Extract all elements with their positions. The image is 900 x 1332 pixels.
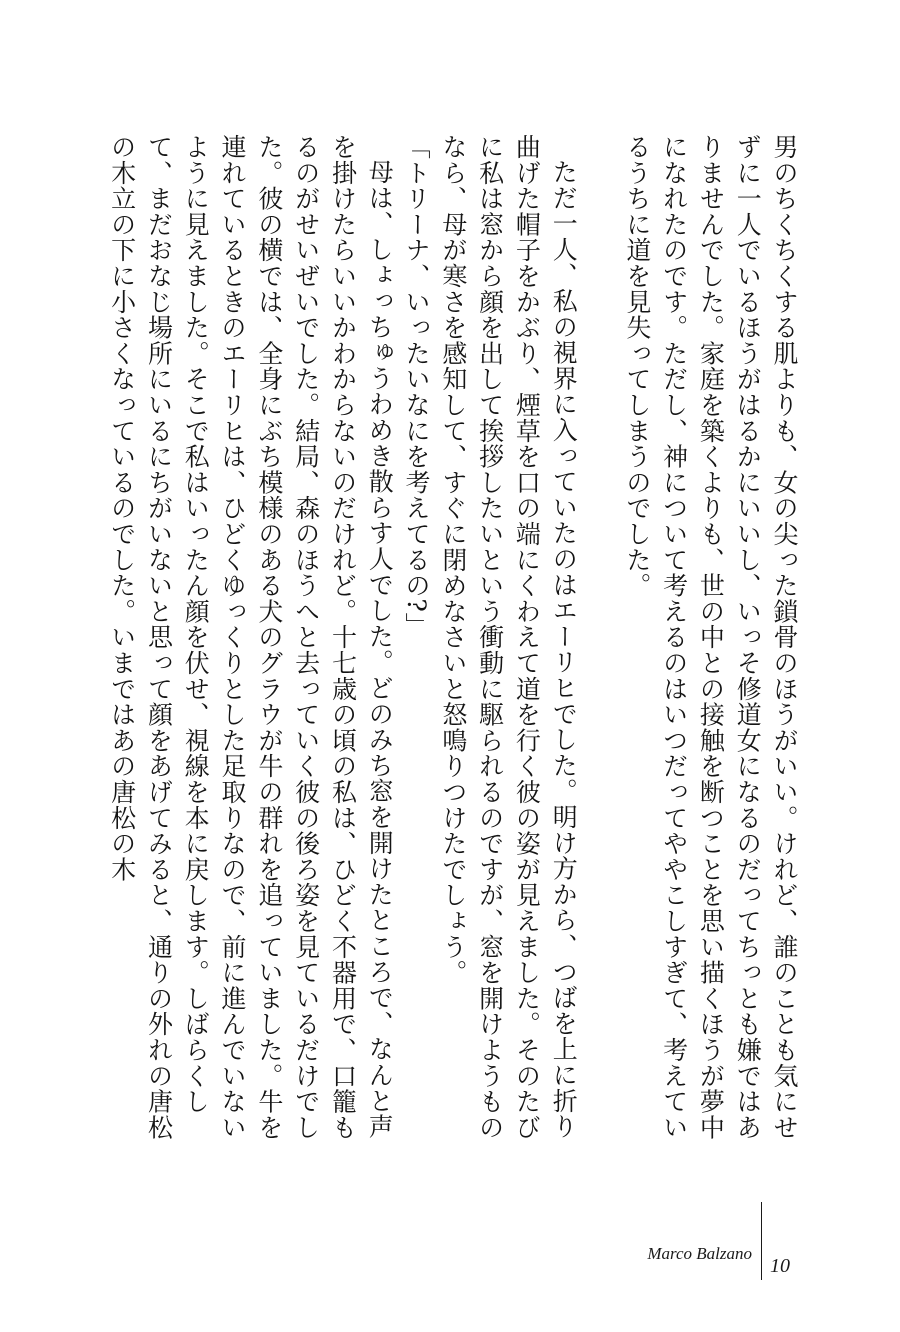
dialogue-quote: 「トリーナ、いったいなにを考えてるの?」 [402, 134, 432, 639]
paragraph-1: 男のちくちくする肌よりも、女の尖った鎖骨のほうがいい。けれど、誰のことも気にせずに一人でいるほうがはるかにいいし、いっそ修道女になるのだってちっとも嫌ではありませんでした。家庭を築くよりも、世の中との接触を断つことを思い描くほうが夢中になれたのです。ただし、神について考えるのはいつだってややこしすぎて、考えているうちに道を見失ってしまうのでした。 [622, 134, 799, 1141]
page-number: 10 [770, 1255, 790, 1277]
footer-divider [761, 1202, 762, 1280]
vertical-text-block [107, 134, 802, 1154]
paragraph-3: 母は、しょっちゅうわめき散らす人でした。どのみち窓を開けたところで、なんと声を掛けたらいいかわからないのだけれど。十七歳の頃の私は、ひどく不器用で、口籠もるのがせいぜいでした。結局、森のほうへと去っていく彼の後ろ姿を見ているだけでした。彼の横では、全身にぶち模様のある犬のグラウが牛の群れを追っていました。牛を連れているときのエーリヒは、ひどくゆっくりとした足取りなので、前に進んでいないように見えました。そこで私はいったん顔を伏せ、視線を本に戻します。しばらくして、まだおなじ場所にいるにちがいないと思って顔をあげてみると、通りの外れの唐松の木立の下に小さくなっているのでした。いまではあの唐松の木 [107, 134, 395, 1141]
paragraph-2: ただ一人、私の視界に入っていたのはエーリヒでした。明け方から、つばを上に折り曲げた帽子をかぶり、煙草を口の端にくわえて道を行く彼の姿が見えました。そのたびに私は窓から顔を出して挨拶したいという衝動に駆られるのですが、窓を開けようものなら、母が寒さを感知して、すぐに閉めなさいと怒鳴りつけたでしょう。 [438, 134, 579, 1141]
running-footer-author: Marco Balzano [647, 1244, 752, 1263]
